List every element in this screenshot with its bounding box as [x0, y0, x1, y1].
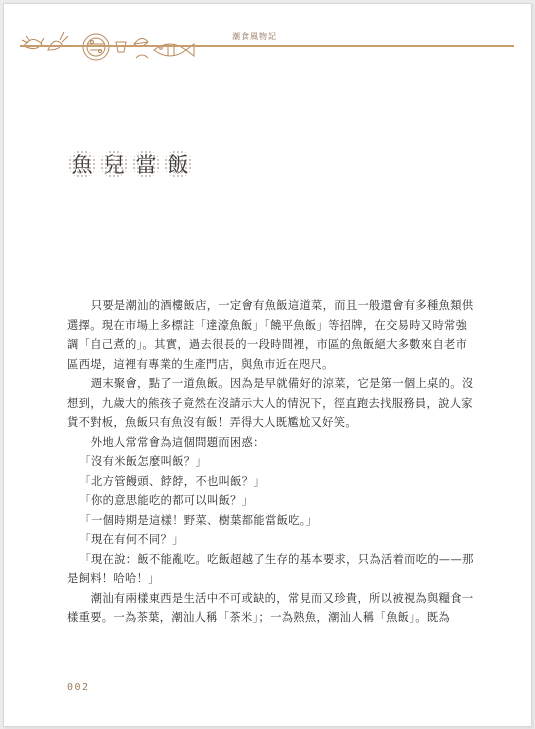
page-number: 002 — [67, 682, 90, 693]
running-head: 潮食風物記 — [232, 32, 277, 41]
paragraph: 週末聚會，點了一道魚飯。因為是早就備好的涼菜，它是第一個上桌的。沒想到，九歲大的熊孩子竟然在沒請示大人的情況下，徑直跑去找服務員，說人家貨不對板，魚飯只有魚沒有飯！弄得大人既尷尬又好笑。 — [67, 377, 474, 429]
dialogue-line: 「沒有米飯怎麼叫飯？」 — [79, 455, 207, 468]
chapter-title-char: 當 — [132, 150, 160, 178]
dialogue-line: 「現在說：飯不能亂吃。吃飯超越了生存的基本要求，只為活着而吃的——那是飼料！哈哈！」 — [67, 552, 474, 585]
book-page — [3, 3, 532, 727]
dialogue-line: 「一個時期是這樣！野菜、樹葉都能當飯吃。」 — [79, 513, 318, 527]
header-rule — [20, 45, 514, 47]
dialogue-line: 「你的意思能吃的都可以叫飯？」 — [79, 494, 254, 507]
dialogue-line: 「北方管饅頭、餑餑，不也叫飯？」 — [79, 474, 265, 488]
dialogue-line: 「現在有何不同？」 — [79, 533, 184, 546]
chapter-title — [68, 150, 192, 178]
seafood-illustration-icon — [18, 20, 198, 64]
paragraph: 外地人常常會為這個問題而困惑： — [90, 435, 265, 449]
chapter-title-char: 魚 — [68, 150, 96, 178]
paragraph: 潮汕有兩樣東西是生活中不可或缺的，常見而又珍貴，所以被視為與糧食一樣重要。一為茶葉，潮汕人稱「茶米」；一為熟魚，潮汕人稱「魚飯」。既為 — [67, 591, 474, 624]
paragraph: 只要是潮汕的酒樓飯店，一定會有魚飯這道菜，而且一般還會有多種魚類供選擇。現在市場上多標註「達濠魚飯」「饒平魚飯」等招牌，在交易時又時常強調「自己煮的」。其實，過去很長的一段時間裡，市區的魚飯絕大多數來自老市區西堤，這裡有專業的生產門店，與魚市近在咫尺。 — [67, 299, 474, 371]
body-text — [67, 296, 475, 628]
chapter-title-char: 兒 — [100, 150, 128, 178]
chapter-title-char: 飯 — [164, 150, 192, 178]
